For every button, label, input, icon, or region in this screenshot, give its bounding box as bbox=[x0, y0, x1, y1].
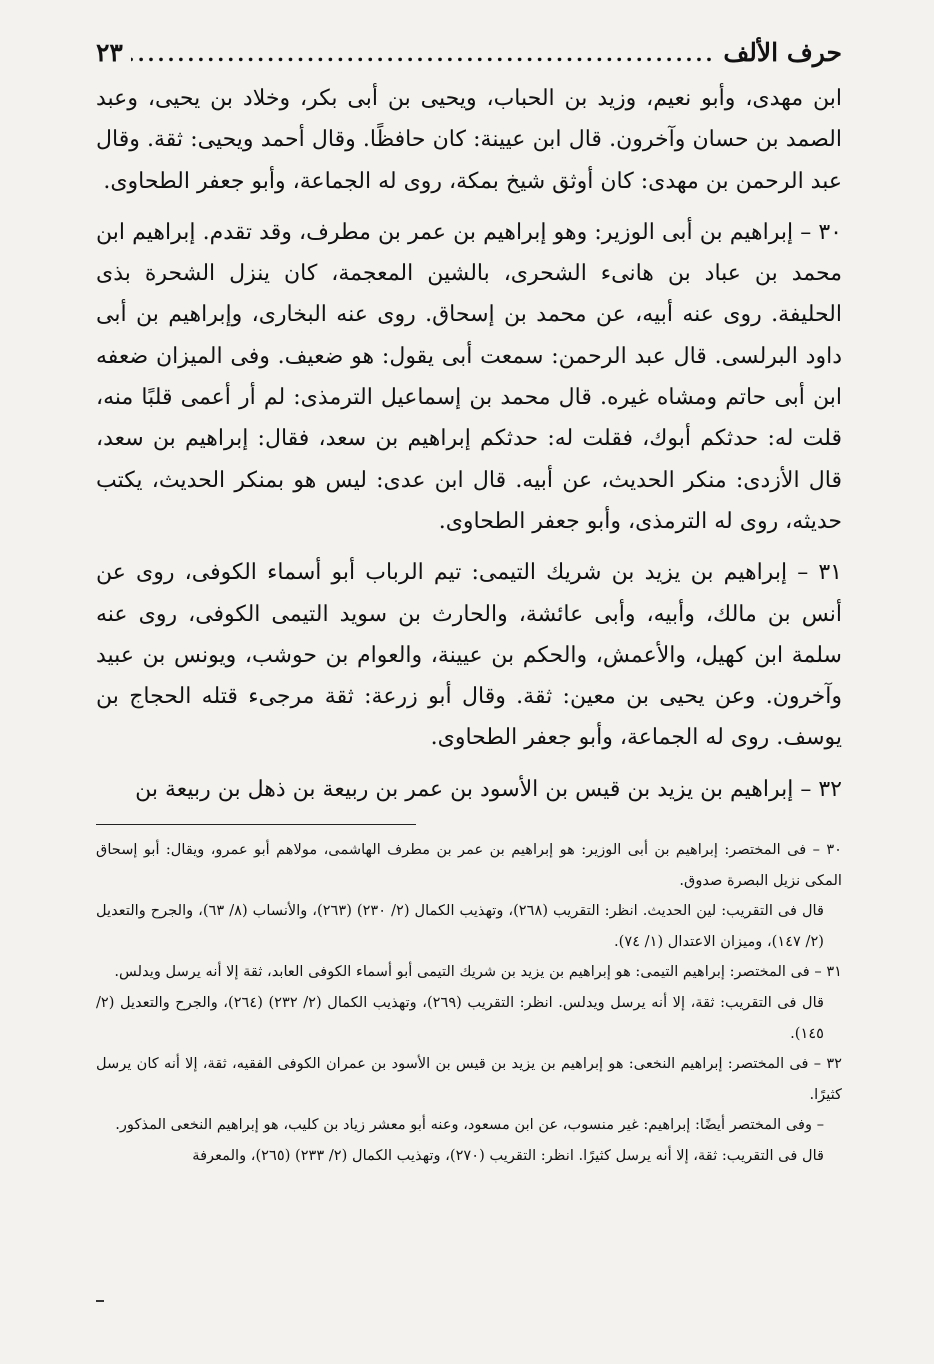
footnote-30-summary: ٣٠ – فى المختصر: إبراهيم بن أبى الوزير: هو إبراهيم بن عمر بن مطرف الهاشمى، مولاهم أبو عمرو، ويقال: أبو إسحاق المكى نزيل البصرة صدوق. bbox=[96, 841, 842, 889]
entry-32: ٣٢ – إبراهيم بن يزيد بن قيس بن الأسود بن عمر بن ربيعة بن ذهل بن ربيعة بن bbox=[135, 776, 842, 802]
footnote-31-summary: ٣١ – فى المختصر: إبراهيم التيمى: هو إبراهيم بن يزيد بن شريك التيمى أبو أسماء الكوفى العابد، ثقة إلا أنه يرسل ويدلس. bbox=[114, 963, 842, 981]
continuation-mark bbox=[96, 1300, 104, 1302]
footnotes bbox=[96, 835, 842, 1172]
leader-dots bbox=[131, 42, 716, 66]
running-header bbox=[96, 38, 842, 78]
page-number: ٢٣ bbox=[96, 38, 123, 67]
entry-30: ٣٠ – إبراهيم بن أبى الوزير: وهو إبراهيم بن عمر بن مطرف، وقد تقدم. إبراهيم ابن محمد بن عباد بن هانىء الشحرى، بالشين المعجمة، كان ينزل الشحرة بذى الحليفة. روى عنه أبيه، عن محمد بن إسحاق. روى عنه البخارى، وإبراهيم بن أبى داود البرلسى. قال عبد الرحمن: سمعت أبى يقول: هو ضعيف. وفى الميزان ضعفه ابن أبى حاتم ومشاه غيره. قال محمد بن إسماعيل الترمذى: لم أر أعمى قلبًا منه، قلت له: حدثكم أبوك، فقلت له: حدثكم إبراهيم بن سعد، فقال: إبراهيم بن سعد، قال الأزدى: منكر الحديث، عن أبيه. قال ابن عدى: ليس هو بمنكر الحديث، يكتب حديثه، روى له الترمذى، وأبو جعفر الطحاوى. bbox=[96, 219, 843, 534]
entry-31: ٣١ – إبراهيم بن يزيد بن شريك التيمى: تيم الرباب أبو أسماء الكوفى، روى عن أنس بن مالك، وأبيه، وأبى عائشة، والحارث بن سويد التيمى الكوفى، روى عنه سلمة ابن كهيل، والأعمش، والحكم بن عيينة، والعوام بن حوشب، ويونس بن عبيد وآخرون. وعن يحيى بن معين: ثقة. وقال أبو زرعة: ثقة مرجىء قتله الحجاج بن يوسف. روى له الجماعة، وأبو جعفر الطحاوى. bbox=[96, 560, 842, 751]
footnote-31-references: قال فى التقريب: ثقة، إلا أنه يرسل ويدلس. انظر: التقريب (٢٦٩)، وتهذيب الكمال (٢/ ٢٣٢) (٢٦٤)، والجرح والتعديل (٢/ ١٤٥). bbox=[96, 994, 825, 1042]
footnote-30-references: قال فى التقريب: لين الحديث. انظر: التقريب (٢٦٨)، وتهذيب الكمال (٢/ ٢٣٠) (٢٦٣)، والأنساب (٨/ ٦٣)، والجرح والتعديل (٢/ ١٤٧)، وميزان الاعتدال (١/ ٧٤). bbox=[96, 902, 824, 950]
footnote-32-references: قال فى التقريب: ثقة، إلا أنه يرسل كثيرًا. انظر: التقريب (٢٧٠)، وتهذيب الكمال (٢/ ٢٣٣) (٢٦٥)، والمعرفة bbox=[192, 1146, 824, 1164]
footnote-separator bbox=[96, 824, 416, 825]
footnote-32-summary: ٣٢ – فى المختصر: إبراهيم النخعى: هو إبراهيم بن يزيد بن قيس بن الأسود بن عمران الكوفى الفقيه، ثقة، إلا أنه كان يرسل كثيرًا. bbox=[96, 1055, 842, 1103]
paragraph-continuation: ابن مهدى، وأبو نعيم، وزيد بن الحباب، ويحيى بن أبى بكر، وخلاد بن يحيى، وعبد الصمد بن حسان وآخرون. قال ابن عيينة: كان حافظًا. وقال أحمد ويحيى: ثقة. وقال عبد الرحمن بن مهدى: كان أوثق شيخ بمكة، روى له الجماعة، وأبو جعفر الطحاوى. bbox=[96, 86, 842, 194]
main-text bbox=[96, 78, 842, 810]
footnote-32-also: – وفى المختصر أيضًا: إبراهيم: غير منسوب، عن ابن مسعود، وعنه أبو معشر زياد بن كليب، هو إبراهيم النخعى المذكور. bbox=[115, 1116, 824, 1134]
chapter-title: حرف الألف bbox=[723, 38, 842, 67]
